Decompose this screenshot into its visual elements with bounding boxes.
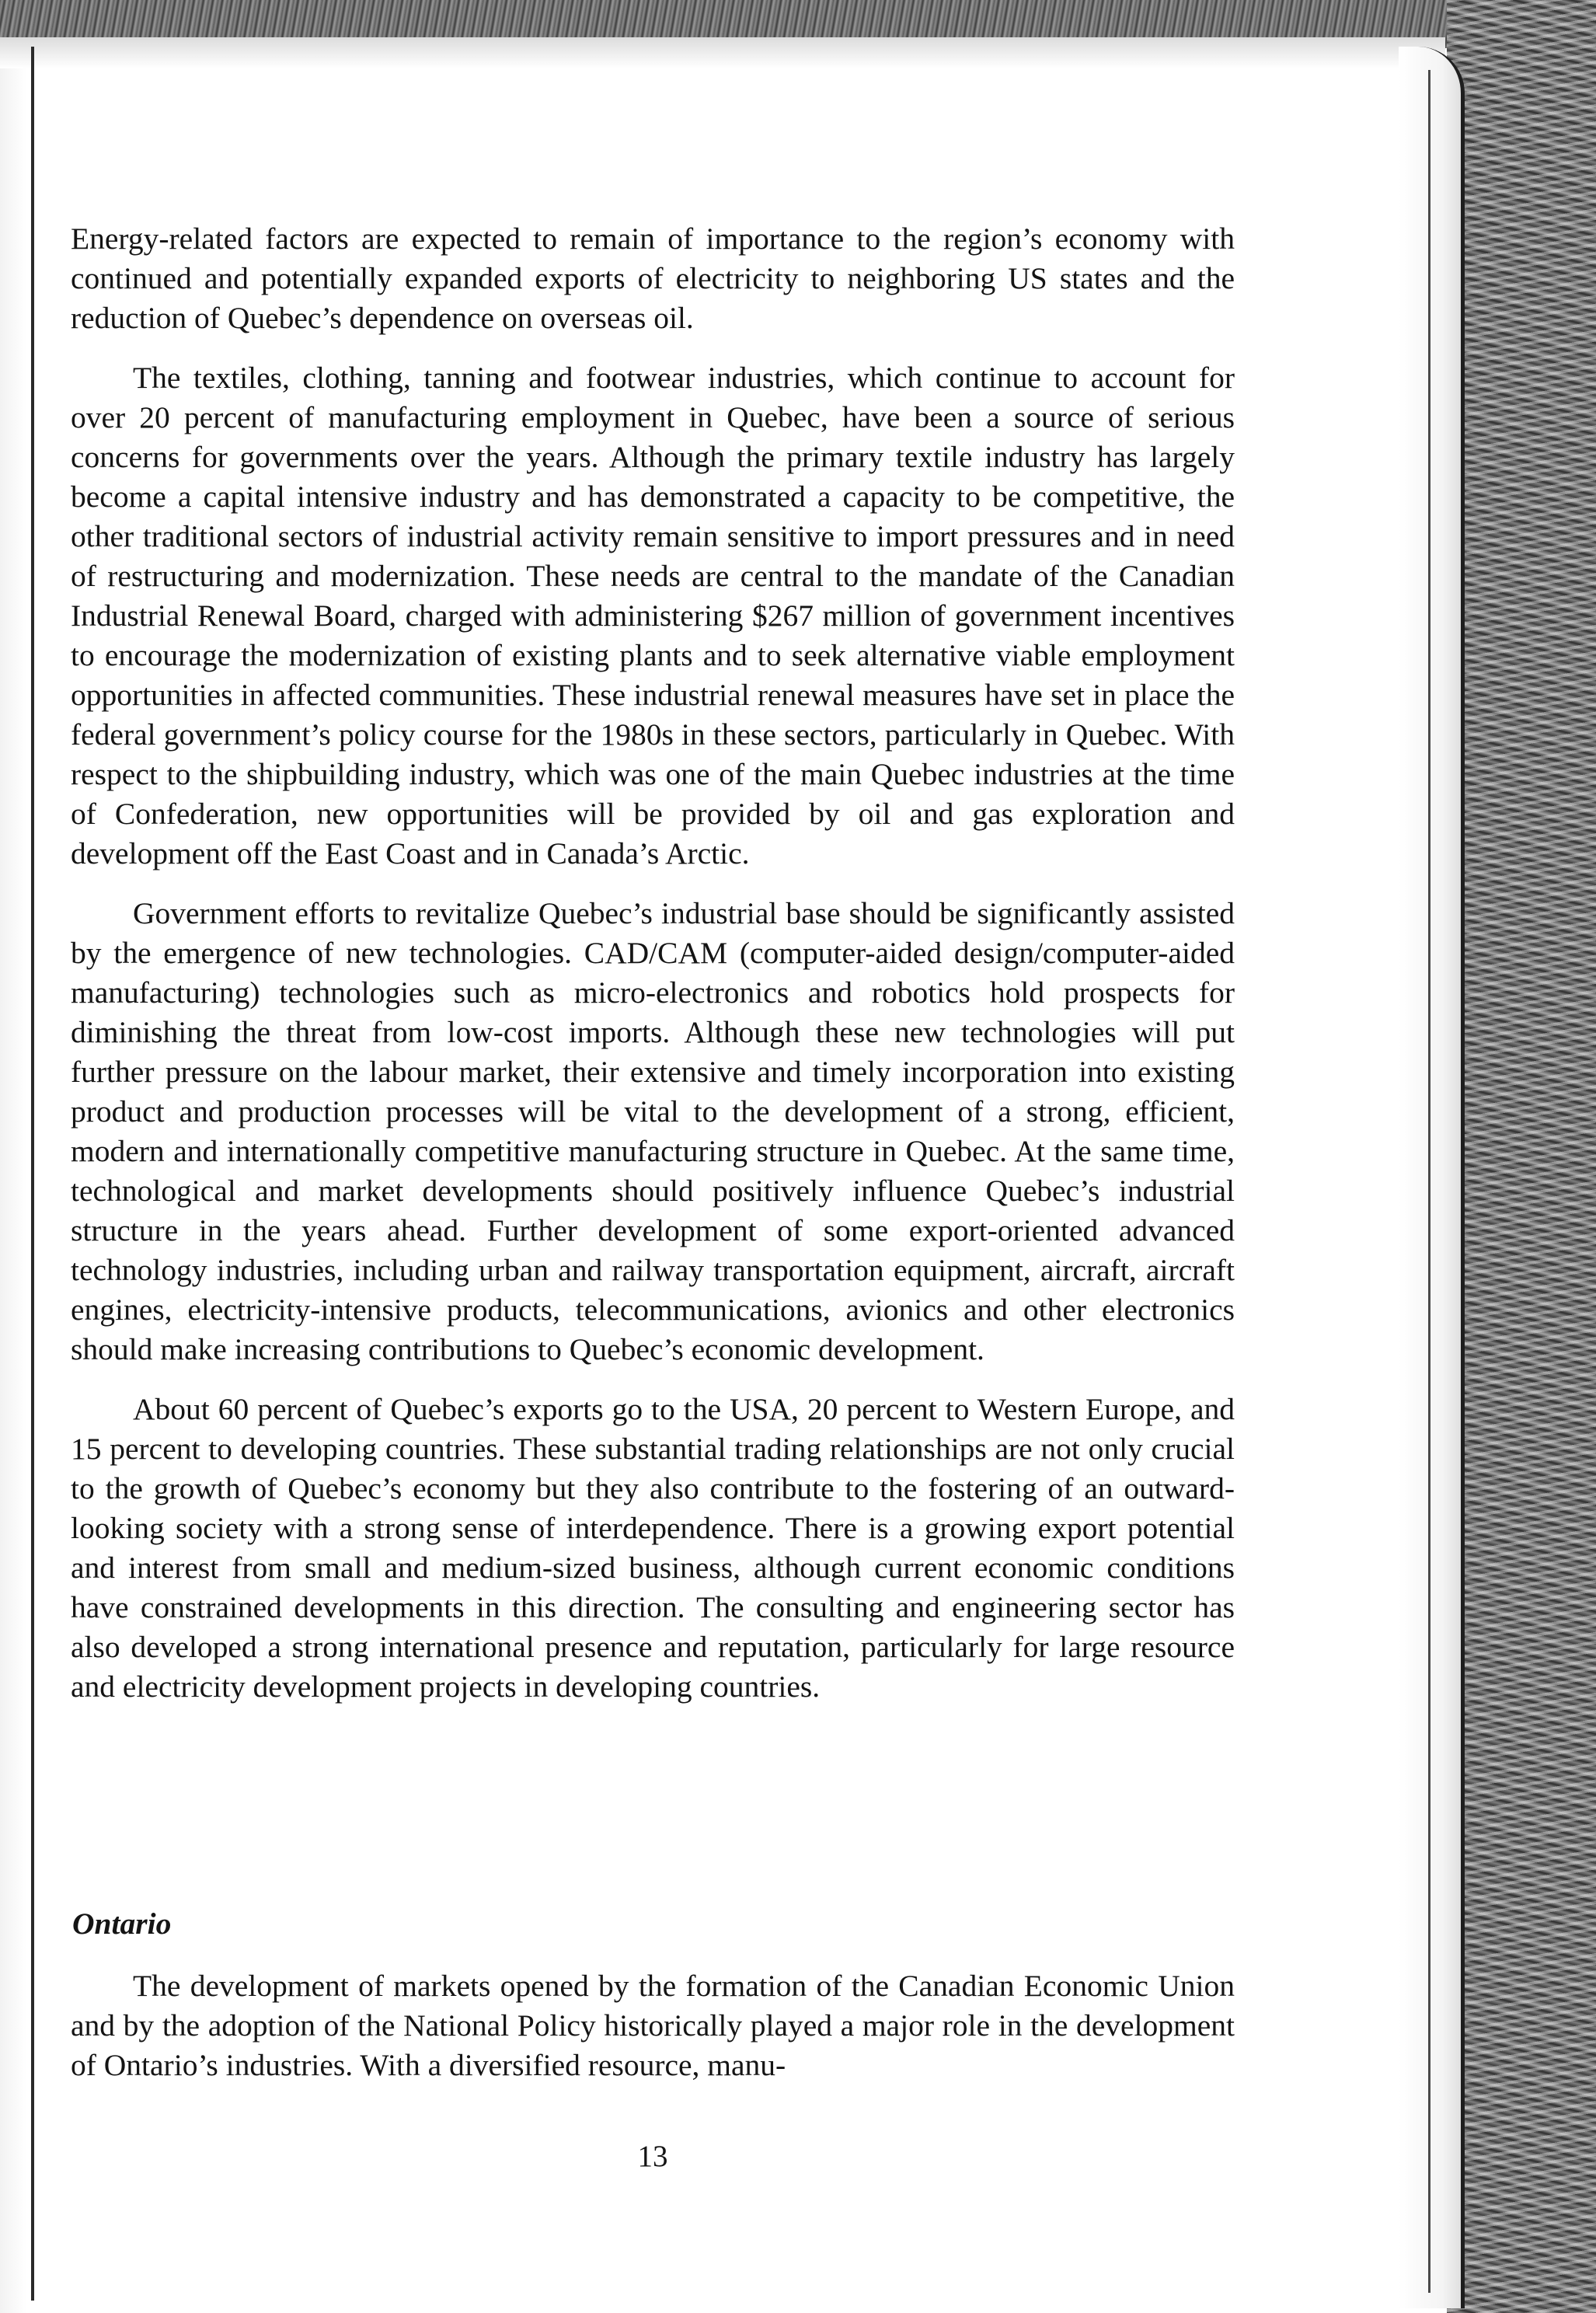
scan-top-shadow <box>0 37 1445 68</box>
paragraph-ontario: The development of markets opened by the formation of the Canadian Economic Union and by the adoption of the National Policy historically played a major role in the development of Ontario’s industries. With a diversified resource, manu- <box>71 1969 1235 2082</box>
section-heading-ontario: Ontario <box>72 1907 172 1941</box>
page-curl-edge <box>1399 47 1465 2308</box>
paragraph-energy: Energy-related factors are expected to remain of importance to the region’s economy with continued and potentially expanded exports of electricity to neighboring US states and the reduction of Quebec’s dependence on overseas oil. <box>71 222 1235 335</box>
binding-rule-right <box>1428 70 1430 2293</box>
page-number: 13 <box>637 2140 668 2173</box>
binding-rule-left <box>31 47 34 2301</box>
ontario-text <box>71 1966 1235 2085</box>
paragraph-exports: About 60 percent of Quebec’s exports go to the USA, 20 percent to Western Europe, and 15 percent to developing countries. These substantial trading relationships are not only crucial to the growth of Quebec’s economy but they also contribute to the fostering of an outward-looking society with a strong sense of interdependence. There is a growing export potential and interest from small and medium-sized business, although current economic conditions have constrained developments in this direction. The consulting and engineering sector has also developed a strong international presence and reputation, particularly for large resource and electricity development projects in developing countries. <box>71 1392 1235 1704</box>
scan-right-edge <box>1447 0 1596 2313</box>
scan-left-margin <box>0 0 26 2313</box>
body-text <box>71 219 1235 1727</box>
paragraph-technologies: Government efforts to revitalize Quebec’s industrial base should be significantly assisted by the emergence of new technologies. CAD/CAM (computer-aided design/computer-aided manufacturing) technologies such as micro-electronics and robotics hold prospects for diminishing the threat from low-cost imports. Although these new technologies will put further pressure on the labour market, their extensive and timely incorporation into existing product and production processes will be vital to the development of a strong, efficient, modern and internationally competitive manufacturing structure in Quebec. At the same time, technological and market developments should positively influence Quebec’s industrial structure in the years ahead. Further development of some export-oriented advanced technology industries, including urban and railway transportation equipment, aircraft, aircraft engines, electricity-intensive products, telecommunications, avionics and other electronics should make increasing contributions to Quebec’s economic development. <box>71 896 1235 1366</box>
paragraph-textiles: The textiles, clothing, tanning and footwear industries, which continue to account for over 20 percent of manufacturing employment in Quebec, have been a source of serious concerns for governments over the years. Although the primary textile industry has largely become a capital intensive industry and has demonstrated a capacity to be competitive, the other traditional sectors of industrial activity remain sensitive to import pressures and in need of restructuring and modernization. These needs are central to the mandate of the Canadian Industrial Renewal Board, charged with administering $267 million of government incentives to encourage the modernization of existing plants and to seek alternative viable employment opportunities in affected communities. These industrial renewal measures have set in place the federal government’s policy course for the 1980s in these sectors, particularly in Quebec. With respect to the shipbuilding industry, which was one of the main Quebec industries at the time of Confederation, new opportunities will be provided by oil and gas exploration and development off the East Coast and in Canada’s Arctic. <box>71 361 1235 870</box>
